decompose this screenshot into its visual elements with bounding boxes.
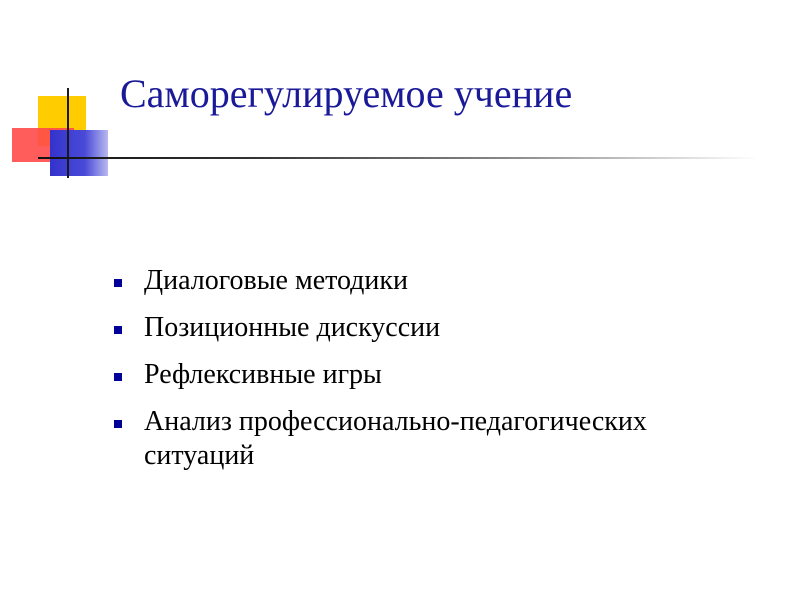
bullet-list [112,264,672,486]
bullet-item [112,311,672,345]
blue-square-decoration [50,130,108,176]
bullet-item [112,405,672,473]
bullet-item [112,358,672,392]
square-bullet-icon [114,326,122,334]
bullet-text: Диалоговые методики [144,265,409,296]
square-bullet-icon [114,420,122,428]
square-bullet-icon [114,373,122,381]
bullet-item [112,264,672,298]
vertical-line-decoration [67,88,69,178]
title-underline-rule [38,157,758,159]
bullet-text: Позиционные дискуссии [144,312,441,343]
slide-title: Саморегулируемое учение [120,71,573,116]
square-bullet-icon [114,279,122,287]
bullet-text: Рефлексивные игры [144,359,382,390]
bullet-text: Анализ профессионально-педагогических ситуаций [144,406,647,471]
